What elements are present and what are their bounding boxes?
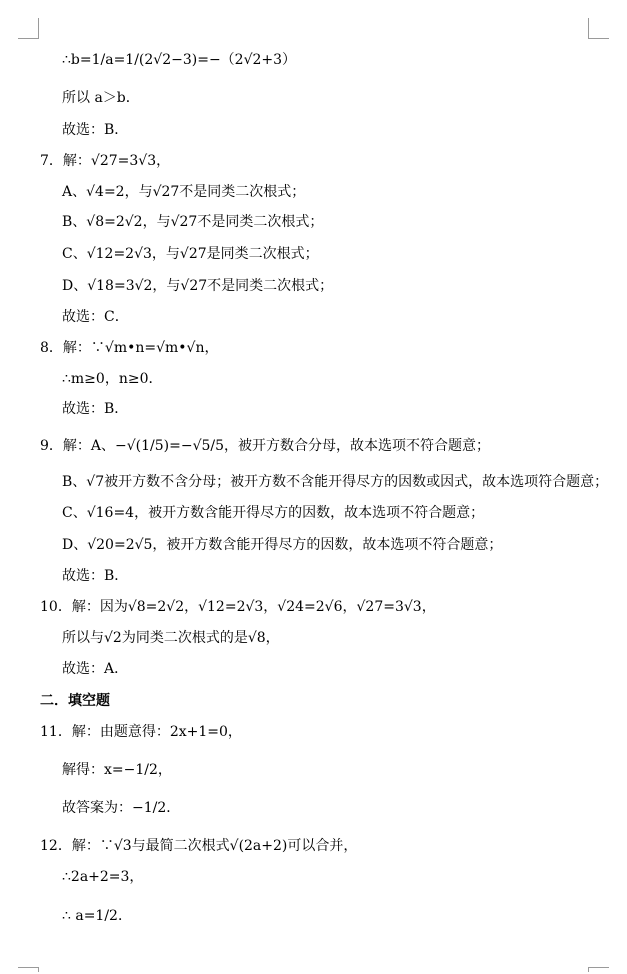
line-l24: 故答案为：−1/2． xyxy=(62,800,181,816)
line-l19: 所以与√2为同类二次根式的是√8， xyxy=(62,630,280,646)
section-heading-fill-in: 二．填空题 xyxy=(40,693,110,709)
line-l9: 故选：C． xyxy=(62,309,129,325)
line-l25: 12．解：∵√3与最简二次根式√(2a+2)可以合并， xyxy=(40,838,358,854)
line-l1: ∴b=1/a=1/(2√2−3)=−（2√2+3） xyxy=(62,52,297,68)
line-l11: ∴m≥0，n≥0． xyxy=(62,371,163,387)
corner-mark-top-left xyxy=(18,18,39,39)
line-l22: 11．解：由题意得：2x+1=0， xyxy=(40,724,242,740)
corner-mark-bottom-left xyxy=(18,967,39,972)
line-l4: 7．解：√27=3√3， xyxy=(40,153,171,169)
line-l2: 所以 a＞b． xyxy=(62,90,140,106)
line-l10: 8．解：∵√m•n=√m•√n， xyxy=(40,340,219,356)
line-l20: 故选：A． xyxy=(62,661,129,677)
line-l15: C、√16=4，被开方数含能开得尽方的因数，故本选项不符合题意； xyxy=(62,505,485,521)
line-l17: 故选：B． xyxy=(62,568,129,584)
corner-mark-top-right xyxy=(588,18,609,39)
line-l27: ∴ a=1/2． xyxy=(62,908,132,924)
line-l5: A、√4=2，与√27不是同类二次根式； xyxy=(62,184,306,200)
line-l18: 10．解：因为√8=2√2，√12=2√3，√24=2√6，√27=3√3， xyxy=(40,599,436,615)
line-l7: C、√12=2√3，与√27是同类二次根式； xyxy=(62,246,319,262)
line-l3: 故选：B． xyxy=(62,122,129,138)
line-l23: 解得：x=−1/2， xyxy=(62,762,172,778)
line-l12: 故选：B． xyxy=(62,401,129,417)
corner-mark-bottom-right xyxy=(588,967,609,972)
line-l14: B、√7被开方数不含分母；被开方数不含能开得尽方的因数或因式，故本选项符合题意； xyxy=(62,474,609,490)
line-l26: ∴2a+2=3， xyxy=(62,869,144,885)
line-l8: D、√18=3√2，与√27不是同类二次根式； xyxy=(62,278,334,294)
line-l6: B、√8=2√2，与√27不是同类二次根式； xyxy=(62,214,324,230)
line-l13: 9．解：A、−√(1/5)=−√5/5，被开方数合分母，故本选项不符合题意； xyxy=(40,438,491,454)
line-l16: D、√20=2√5，被开方数含能开得尽方的因数，故本选项不符合题意； xyxy=(62,537,503,553)
